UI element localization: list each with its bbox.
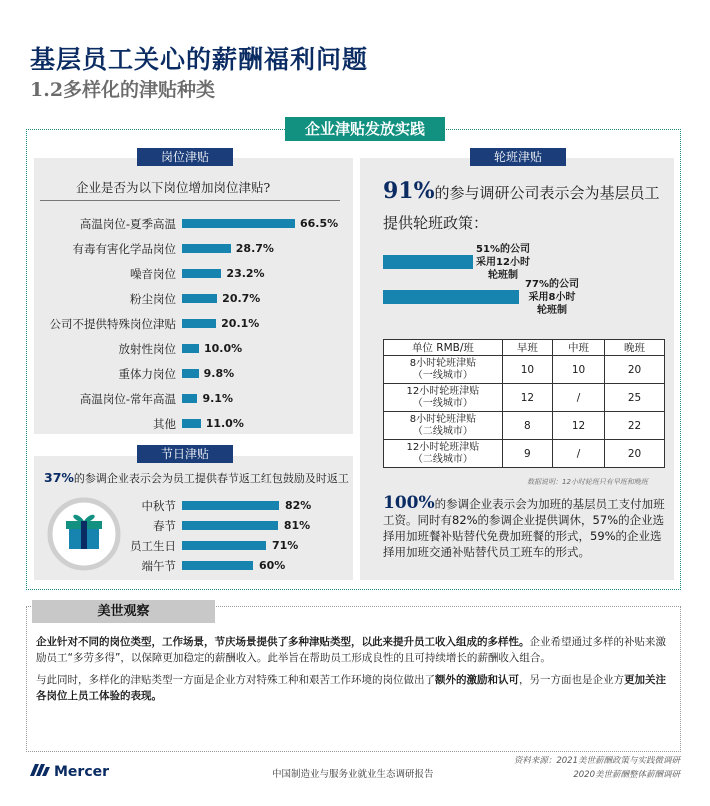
position-row-label: 噪音岗位 [130,267,176,281]
position-row-label: 公司不提供特殊岗位津贴 [49,317,176,331]
holiday-headline-text: 的参调企业表示会为员工提供春节返工红包鼓励及时返工 [73,472,349,485]
table-header-cell: 晚班 [605,340,665,356]
data-source [510,754,680,782]
position-bar [182,394,197,403]
table-cell: 9 [502,440,552,468]
overtime-text [383,495,668,560]
table-header-row [384,340,665,356]
holiday-bar [182,501,279,510]
overtime-pct: 100% [383,493,435,513]
shift-bar-label-line: 采用12小时 [476,257,530,268]
table-row [384,412,665,440]
table-row-name [384,384,503,412]
position-value-label: 28.7% [235,242,274,255]
position-value-label: 20.1% [221,317,260,330]
observation-p1-bold: 企业针对不同的岗位类型，工作场景，节庆场景提供了多种津贴类型，以此来提升员工收入组成的多样性。 [36,636,530,648]
position-bar [182,269,221,278]
holiday-headline [44,470,349,486]
table-row-name [384,440,503,468]
position-row-label: 重体力岗位 [118,367,176,381]
shift-bar-label [512,278,592,317]
holiday-value-label: 81% [283,519,311,532]
observation-p2-d: 更加关注各岗位上员工体验的表现。 [36,674,666,702]
shift-allowance-badge: 轮班津贴 [470,148,566,166]
observation-paragraph-1 [36,634,670,666]
position-row-label: 放射性岗位 [118,342,176,356]
position-bar [182,319,216,328]
data-source-1: 资料来源：2021美世薪酬政策与实践微调研 [513,756,680,766]
position-value-label: 11.0% [205,417,244,430]
table-row-name-line: （二线城市） [412,425,473,437]
shift-bar-label-line: 轮班制 [488,270,518,281]
table-row [384,356,665,384]
position-bar [182,344,199,353]
shift-headline-text: 的参与调研公司表示会为基层员工提供轮班政策： [383,184,660,232]
shift-bar [383,255,473,269]
page-title: 基层员工关心的薪酬福利问题 [30,45,369,74]
holiday-row-label: 员工生日 [130,539,176,553]
table-cell: 12 [502,384,552,412]
table-cell: 10 [552,356,604,384]
table-cell: 22 [605,412,665,440]
table-row-name [384,356,503,384]
position-value-label: 10.0% [203,342,243,355]
mercer-logo [30,764,109,780]
observation-badge: 美世观察 [32,600,215,623]
table-row-name-line: （二线城市） [412,453,473,465]
position-bar [182,369,199,378]
table-cell: 8 [502,412,552,440]
table-row [384,384,665,412]
data-source-2: 2020美世薪酬整体薪酬调研 [573,770,680,780]
shift-bar [383,290,519,304]
table-row-name-line: （一线城市） [412,369,473,381]
shift-headline-pct: 91% [383,178,435,204]
mercer-logo-text: Mercer [54,764,110,780]
observation-p1-rest: 企业希望通过多样的补贴来激励员工“多劳多得”，以保障更加稳定的薪酬收入。此举旨在帮助员工形成良性的且可持续增长的薪酬收入组合。 [36,636,666,664]
shift-bar-label-line: 轮班制 [537,305,567,316]
table-row [384,440,665,468]
observation-paragraph-2 [36,672,670,704]
mercer-logo-icon [30,764,50,780]
shift-note: 数据说明：12小时轮班只有早班和晚班 [527,478,648,486]
table-row-name-line: 12小时轮班津贴 [406,441,480,453]
position-bar [182,219,295,228]
holiday-bar [182,541,266,550]
observation-p2-c: ，另一方面也是企业方 [519,674,624,686]
shift-headline [383,176,668,238]
holiday-value-label: 71% [271,539,299,552]
report-name: 中国制造业与服务业就业生态调研报告 [272,769,434,780]
table-cell: / [552,440,604,468]
table-cell: 20 [605,356,665,384]
page-subtitle: 1.2多样化的津贴种类 [30,79,216,101]
table-cell: / [552,384,604,412]
position-bar [182,244,231,253]
position-allowance-badge: 岗位津贴 [137,148,233,166]
overtime-body: 的参调企业表示会为加班的基层员工支付加班工资。同时有82%的参调企业提供调休，57%的企业选择用加班餐补贴替代免费加班餐的形式，59%的企业选择用加班交通补贴替代员工班车的形式。 [383,497,665,559]
position-row-label: 高温岗位-常年高温 [79,392,176,406]
holiday-bar [182,521,278,530]
table-cell: 25 [605,384,665,412]
question-underline [40,200,340,201]
table-row-name [384,412,503,440]
shift-bar-label [463,243,543,282]
table-header-cell: 早班 [502,340,552,356]
holiday-row-label: 中秋节 [141,499,176,513]
shift-allowance-table [383,339,665,468]
table-cell: 20 [605,440,665,468]
position-row-label: 有毒有害化学品岗位 [72,242,176,256]
holiday-allowance-badge: 节日津贴 [137,445,233,463]
holiday-bar [182,561,253,570]
holiday-row-label: 春节 [153,519,176,533]
table-header-cell: 中班 [552,340,604,356]
position-bar [182,419,201,428]
table-cell: 12 [552,412,604,440]
position-question: 企业是否为以下岗位增加岗位津贴? [76,180,271,195]
position-value-label: 20.7% [222,292,261,305]
position-value-label: 23.2% [226,267,265,280]
shift-bar-label-line: 77%的公司 [525,279,579,290]
table-cell: 10 [502,356,552,384]
position-row-label: 其他 [153,417,176,431]
shift-bar-label-line: 采用8小时 [528,292,576,303]
table-row-name-line: 8小时轮班津贴 [409,357,477,369]
position-value-label: 9.8% [203,367,235,380]
position-bar [182,294,217,303]
practice-badge: 企业津贴发放实践 [285,117,445,141]
position-row-label: 粉尘岗位 [130,292,176,306]
shift-bar-label-line: 51%的公司 [476,244,530,255]
position-row-label: 高温岗位-夏季高温 [79,217,176,231]
holiday-value-label: 60% [258,559,286,572]
table-row-name-line: 8小时轮班津贴 [409,413,477,425]
position-value-label: 66.5% [300,217,339,230]
observation-p2-b: 额外的激励和认可 [435,674,519,686]
position-value-label: 9.1% [202,392,233,405]
observation-p2-a: 与此同时，多样化的津贴类型一方面是企业方对特殊工种和艰苦工作环境的岗位做出了 [36,674,435,686]
holiday-headline-pct: 37% [44,470,74,485]
holiday-value-label: 82% [285,499,312,512]
table-header-cell: 单位 RMB/班 [384,340,503,356]
table-row-name-line: （一线城市） [412,397,473,409]
holiday-row-label: 端午节 [141,559,176,573]
table-row-name-line: 12小时轮班津贴 [406,385,480,397]
